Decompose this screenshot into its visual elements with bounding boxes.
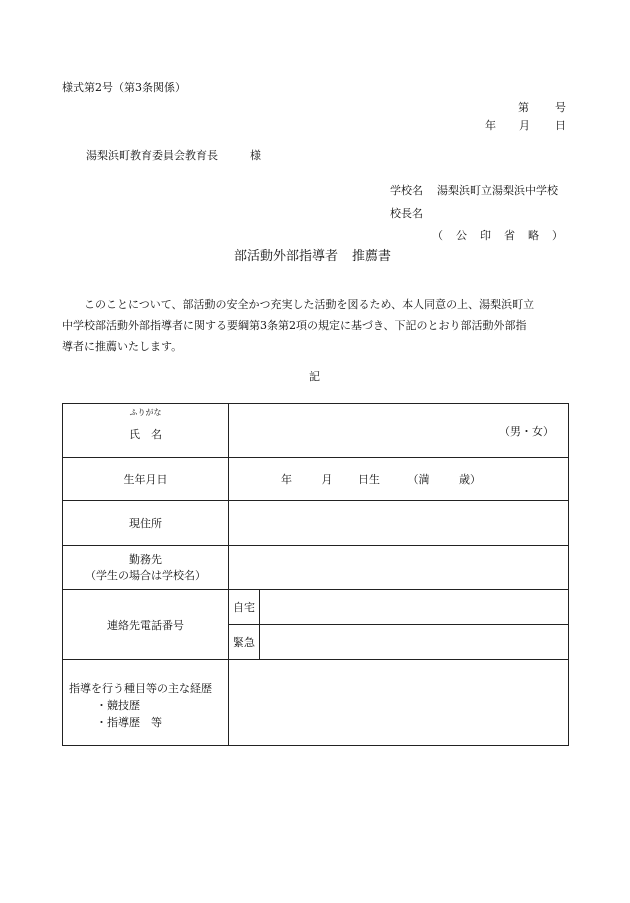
name-value-cell[interactable] — [229, 404, 569, 458]
workplace-note: （学生の場合は学校名） — [85, 568, 206, 582]
school-value: 湯梨浜町立湯梨浜中学校 — [437, 184, 558, 197]
address-label: 現住所 — [63, 501, 229, 546]
body-line-1: このことについて、部活動の安全かつ充実した活動を図るため、本人同意の上、湯梨浜町立 — [84, 298, 535, 311]
age-open: （満 — [407, 473, 430, 486]
gender-choice[interactable]: （男・女） — [499, 424, 554, 438]
body-paragraph — [62, 294, 570, 357]
age-close: 歳） — [459, 473, 481, 486]
workplace-label-cell — [63, 546, 229, 590]
addressee-name: 湯梨浜町教育委員会教育長 — [86, 149, 218, 162]
workplace-label: 勤務先 — [129, 552, 162, 566]
recommendation-table — [62, 403, 569, 746]
career-value-cell[interactable] — [229, 660, 569, 746]
title-main: 部活動外部指導者 — [234, 249, 339, 264]
row-career — [63, 660, 569, 746]
date-month: 月 — [519, 119, 530, 132]
row-name — [63, 404, 569, 458]
seal-note: （ 公 印 省 略 ） — [432, 229, 564, 242]
ki-heading: 記 — [309, 370, 320, 383]
phone-home-label: 自宅 — [229, 590, 260, 625]
row-birthdate — [63, 458, 569, 501]
doc-number-suffix: 号 — [555, 101, 566, 114]
career-item-coaching: ・指導歴 等 — [96, 716, 162, 729]
birthdate-label: 生年月日 — [63, 458, 229, 501]
row-phone-home — [63, 590, 569, 625]
phone-home-value[interactable] — [260, 590, 569, 625]
phone-label: 連絡先電話番号 — [63, 590, 229, 660]
workplace-value-cell[interactable] — [229, 546, 569, 590]
birthdate-value-cell[interactable] — [229, 458, 569, 501]
form-number: 様式第2号（第3条関係） — [62, 81, 186, 94]
document-title — [234, 250, 391, 263]
address-value-cell[interactable] — [229, 501, 569, 546]
principal-label: 校長名 — [390, 207, 423, 220]
title-sub: 推薦書 — [352, 249, 392, 264]
addressee-honorific: 様 — [250, 149, 261, 162]
furigana-label: ふりがな — [129, 408, 162, 417]
name-label: 氏 名 — [129, 427, 162, 441]
career-label-cell — [63, 660, 229, 746]
birth-day: 日生 — [358, 473, 380, 486]
school-label: 学校名 — [390, 184, 423, 197]
date-year: 年 — [485, 119, 496, 132]
phone-emergency-label: 緊急 — [229, 625, 260, 660]
date-day: 日 — [555, 119, 566, 132]
birth-year: 年 — [281, 473, 292, 486]
career-label: 指導を行う種目等の主な経歴 — [69, 682, 212, 695]
body-line-2: 中学校部活動外部指導者に関する要綱第3条第2項の規定に基づき、下記のとおり部活動外部指 — [62, 319, 527, 332]
birth-month: 月 — [321, 473, 333, 486]
row-address — [63, 501, 569, 546]
doc-number-prefix: 第 — [518, 101, 529, 114]
name-label-cell — [63, 404, 229, 458]
body-line-3: 導者に推薦いたします。 — [62, 340, 183, 353]
row-workplace — [63, 546, 569, 590]
phone-emergency-value[interactable] — [260, 625, 569, 660]
career-item-competition: ・競技歴 — [96, 699, 140, 712]
